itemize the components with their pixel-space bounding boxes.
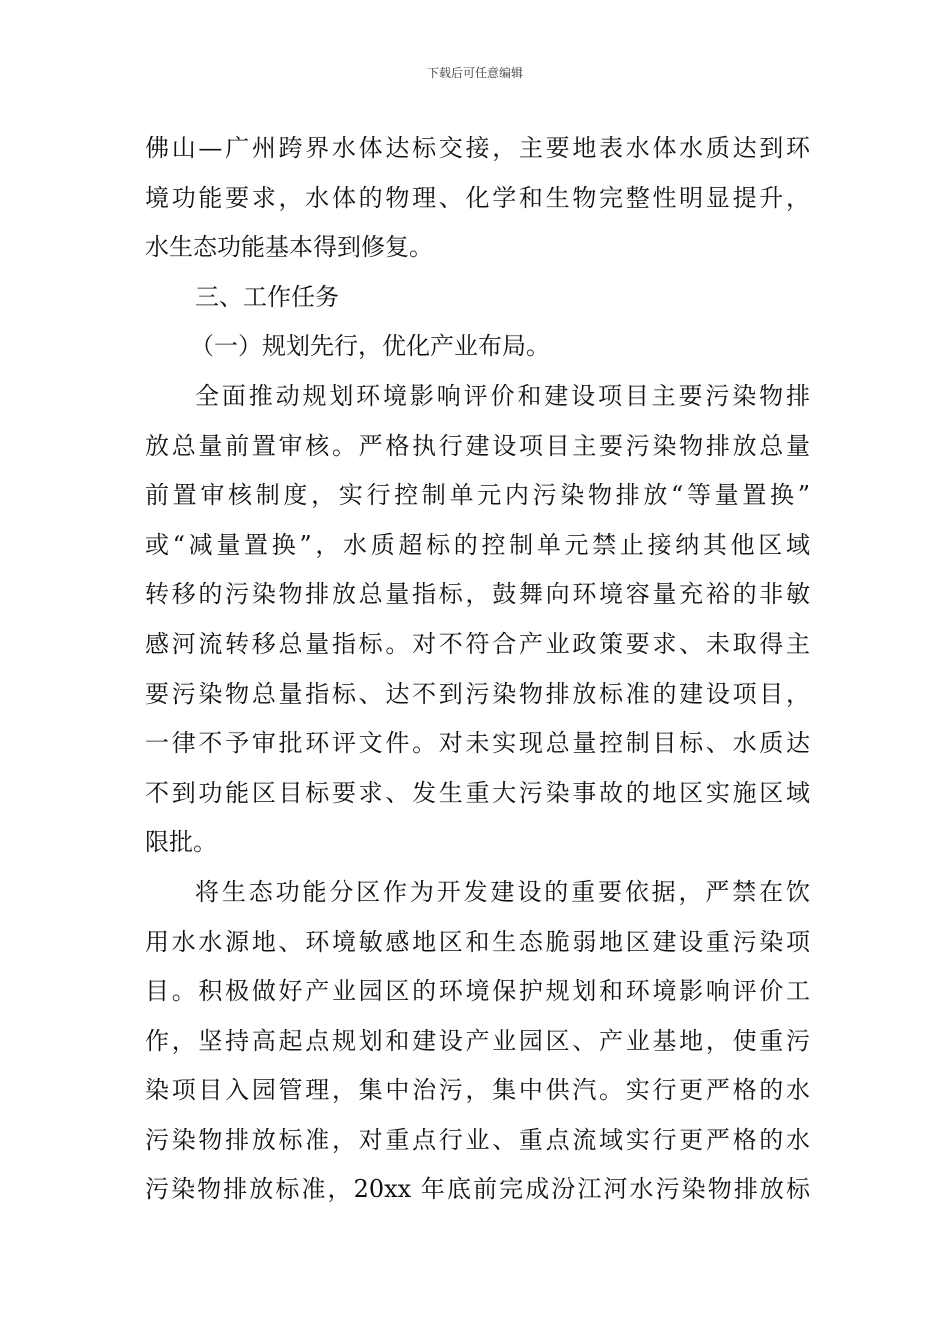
subsection-heading: （一）规划先行，优化产业布局。: [190, 332, 550, 361]
text-line: 放总量前置审核。严格执行建设项目主要污染物排放总量: [145, 431, 810, 460]
text-line: 不到功能区目标要求、发生重大污染事故的地区实施区域: [145, 778, 810, 807]
text-line: 全面推动规划环境影响评价和建设项目主要污染物排: [195, 381, 810, 410]
text-line: 目。积极做好产业园区的环境保护规划和环境影响评价工: [145, 977, 810, 1006]
section-heading: 三、工作任务: [195, 282, 339, 311]
text-line: 污染物排放标准，对重点行业、重点流域实行更严格的水: [145, 1125, 810, 1154]
text-line: 用水水源地、环境敏感地区和生态脆弱地区建设重污染项: [145, 927, 810, 956]
text-line: 限批。: [145, 828, 217, 857]
text-line: 水生态功能基本得到修复。: [145, 233, 433, 262]
text-line: 污染物排放标准，20xx 年底前完成汾江河水污染物排放标: [145, 1175, 810, 1204]
document-body: [145, 124, 810, 1215]
text-line: 要污染物总量指标、达不到污染物排放标准的建设项目，: [145, 679, 810, 708]
text-line: 转移的污染物排放总量指标，鼓舞向环境容量充裕的非敏: [145, 580, 810, 609]
text-line: 将生态功能分区作为开发建设的重要依据，严禁在饮: [195, 877, 810, 906]
text-line: 一律不予审批环评文件。对未实现总量控制目标、水质达: [145, 729, 810, 758]
page-header: 下载后可任意编辑: [426, 66, 523, 80]
text-line: 染项目入园管理，集中治污，集中供汽。实行更严格的水: [145, 1076, 810, 1105]
text-line: 或“减量置换”，水质超标的控制单元禁止接纳其他区域: [145, 530, 810, 559]
text-line: 境功能要求，水体的物理、化学和生物完整性明显提升，: [145, 183, 810, 212]
text-line: 作，坚持高起点规划和建设产业园区、产业基地，使重污: [145, 1026, 810, 1055]
text-line: 前置审核制度，实行控制单元内污染物排放“等量置换”: [145, 481, 810, 510]
text-line: 感河流转移总量指标。对不符合产业政策要求、未取得主: [145, 629, 810, 658]
text-line: 佛山—广州跨界水体达标交接，主要地表水体水质达到环: [145, 134, 810, 162]
